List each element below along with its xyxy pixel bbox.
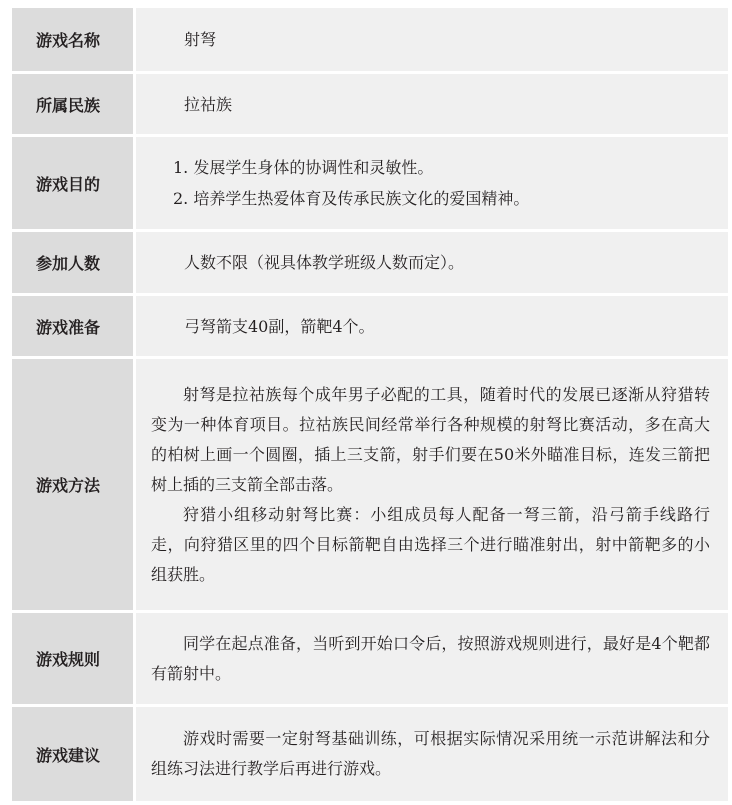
row-label: 游戏名称 xyxy=(12,8,133,71)
row-content xyxy=(136,359,728,610)
content-line: 弓弩箭支40副，箭靶4个。 xyxy=(184,316,375,336)
row-content xyxy=(136,232,728,293)
purpose-item: 1. 发展学生身体的协调性和灵敏性。 xyxy=(173,158,434,177)
row-label: 游戏目的 xyxy=(12,137,133,229)
row-content xyxy=(136,137,728,229)
method-paragraph: 狩猎小组移动射弩比赛：小组成员每人配备一弩三箭，沿弓箭手线路行走，向狩猎区里的四个目标箭靶自由选择三个进行瞄准射出，射中箭靶多的小组获胜。 xyxy=(151,504,710,584)
row-label: 游戏方法 xyxy=(12,359,133,610)
row-content xyxy=(136,707,728,801)
method-paragraph: 射弩是拉祜族每个成年男子必配的工具，随着时代的发展已逐渐从狩猎转变为一种体育项目。拉祜族民间经常举行各种规模的射弩比赛活动，多在高大的柏树上画一个圆圈，插上三支箭，射手们要在50米外瞄准目标，连发三箭把树上插的三支箭全部击落。 xyxy=(151,384,710,494)
row-label: 游戏规则 xyxy=(12,613,133,704)
row-content xyxy=(136,613,728,704)
row-ethnic-group xyxy=(12,74,728,137)
game-info-table xyxy=(12,8,728,801)
row-label: 游戏建议 xyxy=(12,707,133,801)
row-label: 参加人数 xyxy=(12,232,133,293)
row-label: 所属民族 xyxy=(12,74,133,134)
row-preparation xyxy=(12,296,728,359)
content-line: 射弩 xyxy=(184,30,217,49)
content-line: 拉祜族 xyxy=(184,94,233,114)
row-game-purpose xyxy=(12,137,728,232)
suggestion-paragraph: 游戏时需要一定射弩基础训练，可根据实际情况采用统一示范讲解法和分组练习法进行教学后再进行游戏。 xyxy=(151,729,710,778)
row-content xyxy=(136,296,728,356)
row-content xyxy=(136,8,728,71)
row-game-rules xyxy=(12,613,728,707)
purpose-item: 2. 培养学生热爱体育及传承民族文化的爱国精神。 xyxy=(173,189,530,208)
row-game-suggestion xyxy=(12,707,728,801)
rules-paragraph: 同学在起点准备，当听到开始口令后，按照游戏规则进行，最好是4个靶都有箭射中。 xyxy=(151,633,710,683)
row-game-name xyxy=(12,8,728,74)
row-game-method xyxy=(12,359,728,613)
row-content xyxy=(136,74,728,134)
content-line: 人数不限（视具体教学班级人数而定）。 xyxy=(184,253,465,272)
row-participants xyxy=(12,232,728,296)
row-label: 游戏准备 xyxy=(12,296,133,356)
